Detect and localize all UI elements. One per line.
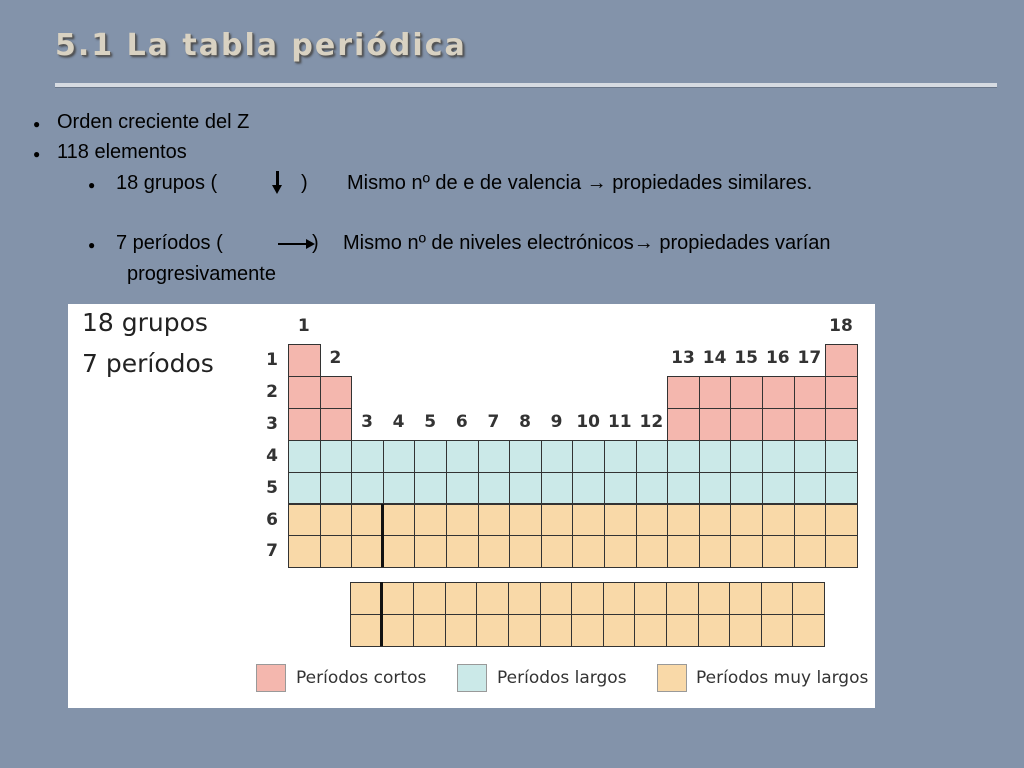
f-block-cell (445, 582, 478, 615)
f-block-cell (476, 582, 509, 615)
element-cell (572, 535, 605, 568)
element-cell (478, 472, 511, 505)
element-cell (383, 535, 416, 568)
element-cell (288, 504, 321, 537)
bullet-periods-text: Mismo nº de niveles electrónicos→ propiedades varían (343, 232, 831, 254)
element-cell (762, 535, 795, 568)
element-cell (825, 344, 858, 377)
element-cell (604, 472, 637, 505)
legend-label-very-long: Períodos muy largos (696, 668, 869, 688)
element-cell (604, 440, 637, 473)
element-cell (320, 535, 353, 568)
element-cell (825, 440, 858, 473)
element-cell (351, 504, 384, 537)
element-cell (699, 472, 732, 505)
element-cell (604, 504, 637, 537)
element-cell (541, 504, 574, 537)
element-cell (730, 504, 763, 537)
element-cell (825, 535, 858, 568)
element-cell (667, 376, 700, 409)
group-number: 13 (671, 348, 695, 368)
element-cell (730, 376, 763, 409)
element-cell (320, 408, 353, 441)
element-cell (699, 440, 732, 473)
group-number: 17 (797, 348, 822, 368)
f-block-cell (698, 614, 731, 647)
element-cell (541, 472, 574, 505)
element-cell (320, 376, 353, 409)
title-divider (55, 83, 997, 88)
f-block-cell (603, 614, 636, 647)
element-cell (414, 472, 447, 505)
element-cell (446, 440, 479, 473)
bullet-118-elements: 118 elementos (57, 141, 187, 163)
bullet-groups-paren: ) (301, 172, 308, 194)
element-cell (794, 472, 827, 505)
element-cell (541, 535, 574, 568)
element-cell (320, 440, 353, 473)
element-cell (667, 440, 700, 473)
group-number: 12 (639, 411, 664, 432)
element-cell (288, 472, 321, 505)
element-cell (288, 535, 321, 568)
group-number: 8 (519, 411, 531, 432)
period-number: 5 (266, 477, 278, 498)
element-cell (509, 440, 542, 473)
group-number: 5 (424, 411, 437, 432)
label-periods: 7 períodos (82, 349, 214, 378)
f-block-cell (445, 614, 478, 647)
element-cell (572, 504, 605, 537)
element-cell (825, 504, 858, 537)
f-block-cell (603, 582, 636, 615)
bullet-dot: ● (88, 178, 96, 192)
legend-swatch-long (457, 664, 487, 692)
element-cell (351, 535, 384, 568)
element-cell (667, 472, 700, 505)
element-cell (794, 504, 827, 537)
bullet-dot: ● (33, 147, 41, 161)
f-block-cell (508, 582, 541, 615)
element-cell (478, 535, 511, 568)
element-cell (794, 535, 827, 568)
element-cell (572, 440, 605, 473)
element-cell (762, 376, 795, 409)
element-cell (762, 504, 795, 537)
element-cell (699, 376, 732, 409)
element-cell (509, 472, 542, 505)
f-block-cell (413, 614, 446, 647)
group-number: 3 (361, 411, 373, 432)
element-cell (762, 408, 795, 441)
separator-line (380, 582, 383, 646)
group-number: 1 (297, 316, 310, 336)
periodic-table-figure (68, 304, 875, 708)
f-block-cell (666, 614, 699, 647)
element-cell (414, 504, 447, 537)
bullet-dot: ● (33, 117, 41, 131)
arrow-down-icon (276, 171, 279, 187)
bullet-periods-prefix: 7 períodos ( (116, 232, 223, 254)
element-cell (825, 376, 858, 409)
f-block-cell (508, 614, 541, 647)
element-cell (794, 440, 827, 473)
element-cell (446, 504, 479, 537)
element-cell (446, 472, 479, 505)
element-cell (636, 472, 669, 505)
element-cell (730, 440, 763, 473)
legend-swatch-short (256, 664, 286, 692)
bullet-dot: ● (88, 238, 96, 252)
group-number: 11 (607, 411, 632, 432)
f-block-cell (729, 614, 762, 647)
element-cell (288, 376, 321, 409)
element-cell (794, 408, 827, 441)
f-block-cell (350, 614, 383, 647)
element-cell (320, 504, 353, 537)
f-block-cell (634, 582, 667, 615)
period-number: 3 (266, 413, 278, 434)
group-number: 9 (550, 411, 563, 432)
element-cell (699, 408, 732, 441)
f-block-cell (476, 614, 509, 647)
f-block-cell (634, 614, 667, 647)
element-cell (478, 440, 511, 473)
bullet-periods-continuation: progresivamente (127, 263, 276, 285)
element-cell (762, 472, 795, 505)
group-number: 6 (455, 411, 468, 432)
element-cell (730, 408, 763, 441)
group-number: 2 (329, 348, 342, 368)
legend-label-long: Períodos largos (497, 668, 627, 688)
group-number: 14 (702, 348, 727, 368)
bullet-periods-paren: ) (312, 232, 319, 254)
group-number: 4 (392, 411, 405, 432)
bullet-groups-text: Mismo nº de e de valencia → propiedades similares. (347, 172, 813, 194)
element-cell (509, 504, 542, 537)
element-cell (636, 440, 669, 473)
element-cell (667, 408, 700, 441)
period-number: 1 (266, 350, 278, 370)
f-block-cell (761, 582, 794, 615)
element-cell (794, 376, 827, 409)
f-block-cell (729, 582, 762, 615)
f-block-cell (413, 582, 446, 615)
element-cell (636, 504, 669, 537)
element-cell (636, 535, 669, 568)
arrow-right-icon (278, 243, 308, 245)
separator-line (381, 504, 384, 568)
group-number: 15 (734, 348, 759, 368)
group-number: 16 (765, 348, 790, 368)
element-cell (288, 344, 321, 377)
f-block-cell (792, 582, 825, 615)
element-cell (699, 535, 732, 568)
bullet-groups-prefix: 18 grupos ( (116, 172, 218, 194)
f-block-cell (698, 582, 731, 615)
element-cell (351, 472, 384, 505)
legend-label-short: Períodos cortos (296, 668, 427, 688)
element-cell (288, 440, 321, 473)
f-block-cell (666, 582, 699, 615)
f-block-cell (350, 582, 383, 615)
element-cell (667, 535, 700, 568)
element-cell (478, 504, 511, 537)
f-block-cell (792, 614, 825, 647)
f-block-cell (571, 582, 604, 615)
group-number: 7 (487, 411, 500, 432)
element-cell (320, 472, 353, 505)
element-cell (667, 504, 700, 537)
group-number: 10 (576, 411, 601, 432)
f-block-cell (761, 614, 794, 647)
element-cell (446, 535, 479, 568)
f-block-cell (382, 614, 415, 647)
element-cell (351, 440, 384, 473)
legend-swatch-very-long (657, 664, 687, 692)
period-number: 2 (266, 381, 278, 402)
f-block-cell (571, 614, 604, 647)
element-cell (541, 440, 574, 473)
element-cell (572, 472, 605, 505)
label-groups: 18 grupos (82, 308, 208, 337)
f-block-cell (540, 614, 573, 647)
element-cell (825, 408, 858, 441)
element-cell (825, 472, 858, 505)
f-block-cell (540, 582, 573, 615)
element-cell (604, 535, 637, 568)
element-cell (383, 472, 416, 505)
group-number: 18 (829, 316, 853, 336)
element-cell (730, 472, 763, 505)
element-cell (414, 440, 447, 473)
period-number: 7 (266, 541, 278, 562)
element-cell (699, 504, 732, 537)
slide-title: 5.1 La tabla periódica (55, 28, 467, 63)
element-cell (730, 535, 763, 568)
period-number: 6 (266, 509, 278, 530)
element-cell (288, 408, 321, 441)
f-block-cell (382, 582, 415, 615)
element-cell (762, 440, 795, 473)
bullet-z-order: Orden creciente del Z (57, 111, 250, 133)
element-cell (414, 535, 447, 568)
element-cell (509, 535, 542, 568)
element-cell (383, 504, 416, 537)
element-cell (383, 440, 416, 473)
period-number: 4 (266, 445, 278, 466)
